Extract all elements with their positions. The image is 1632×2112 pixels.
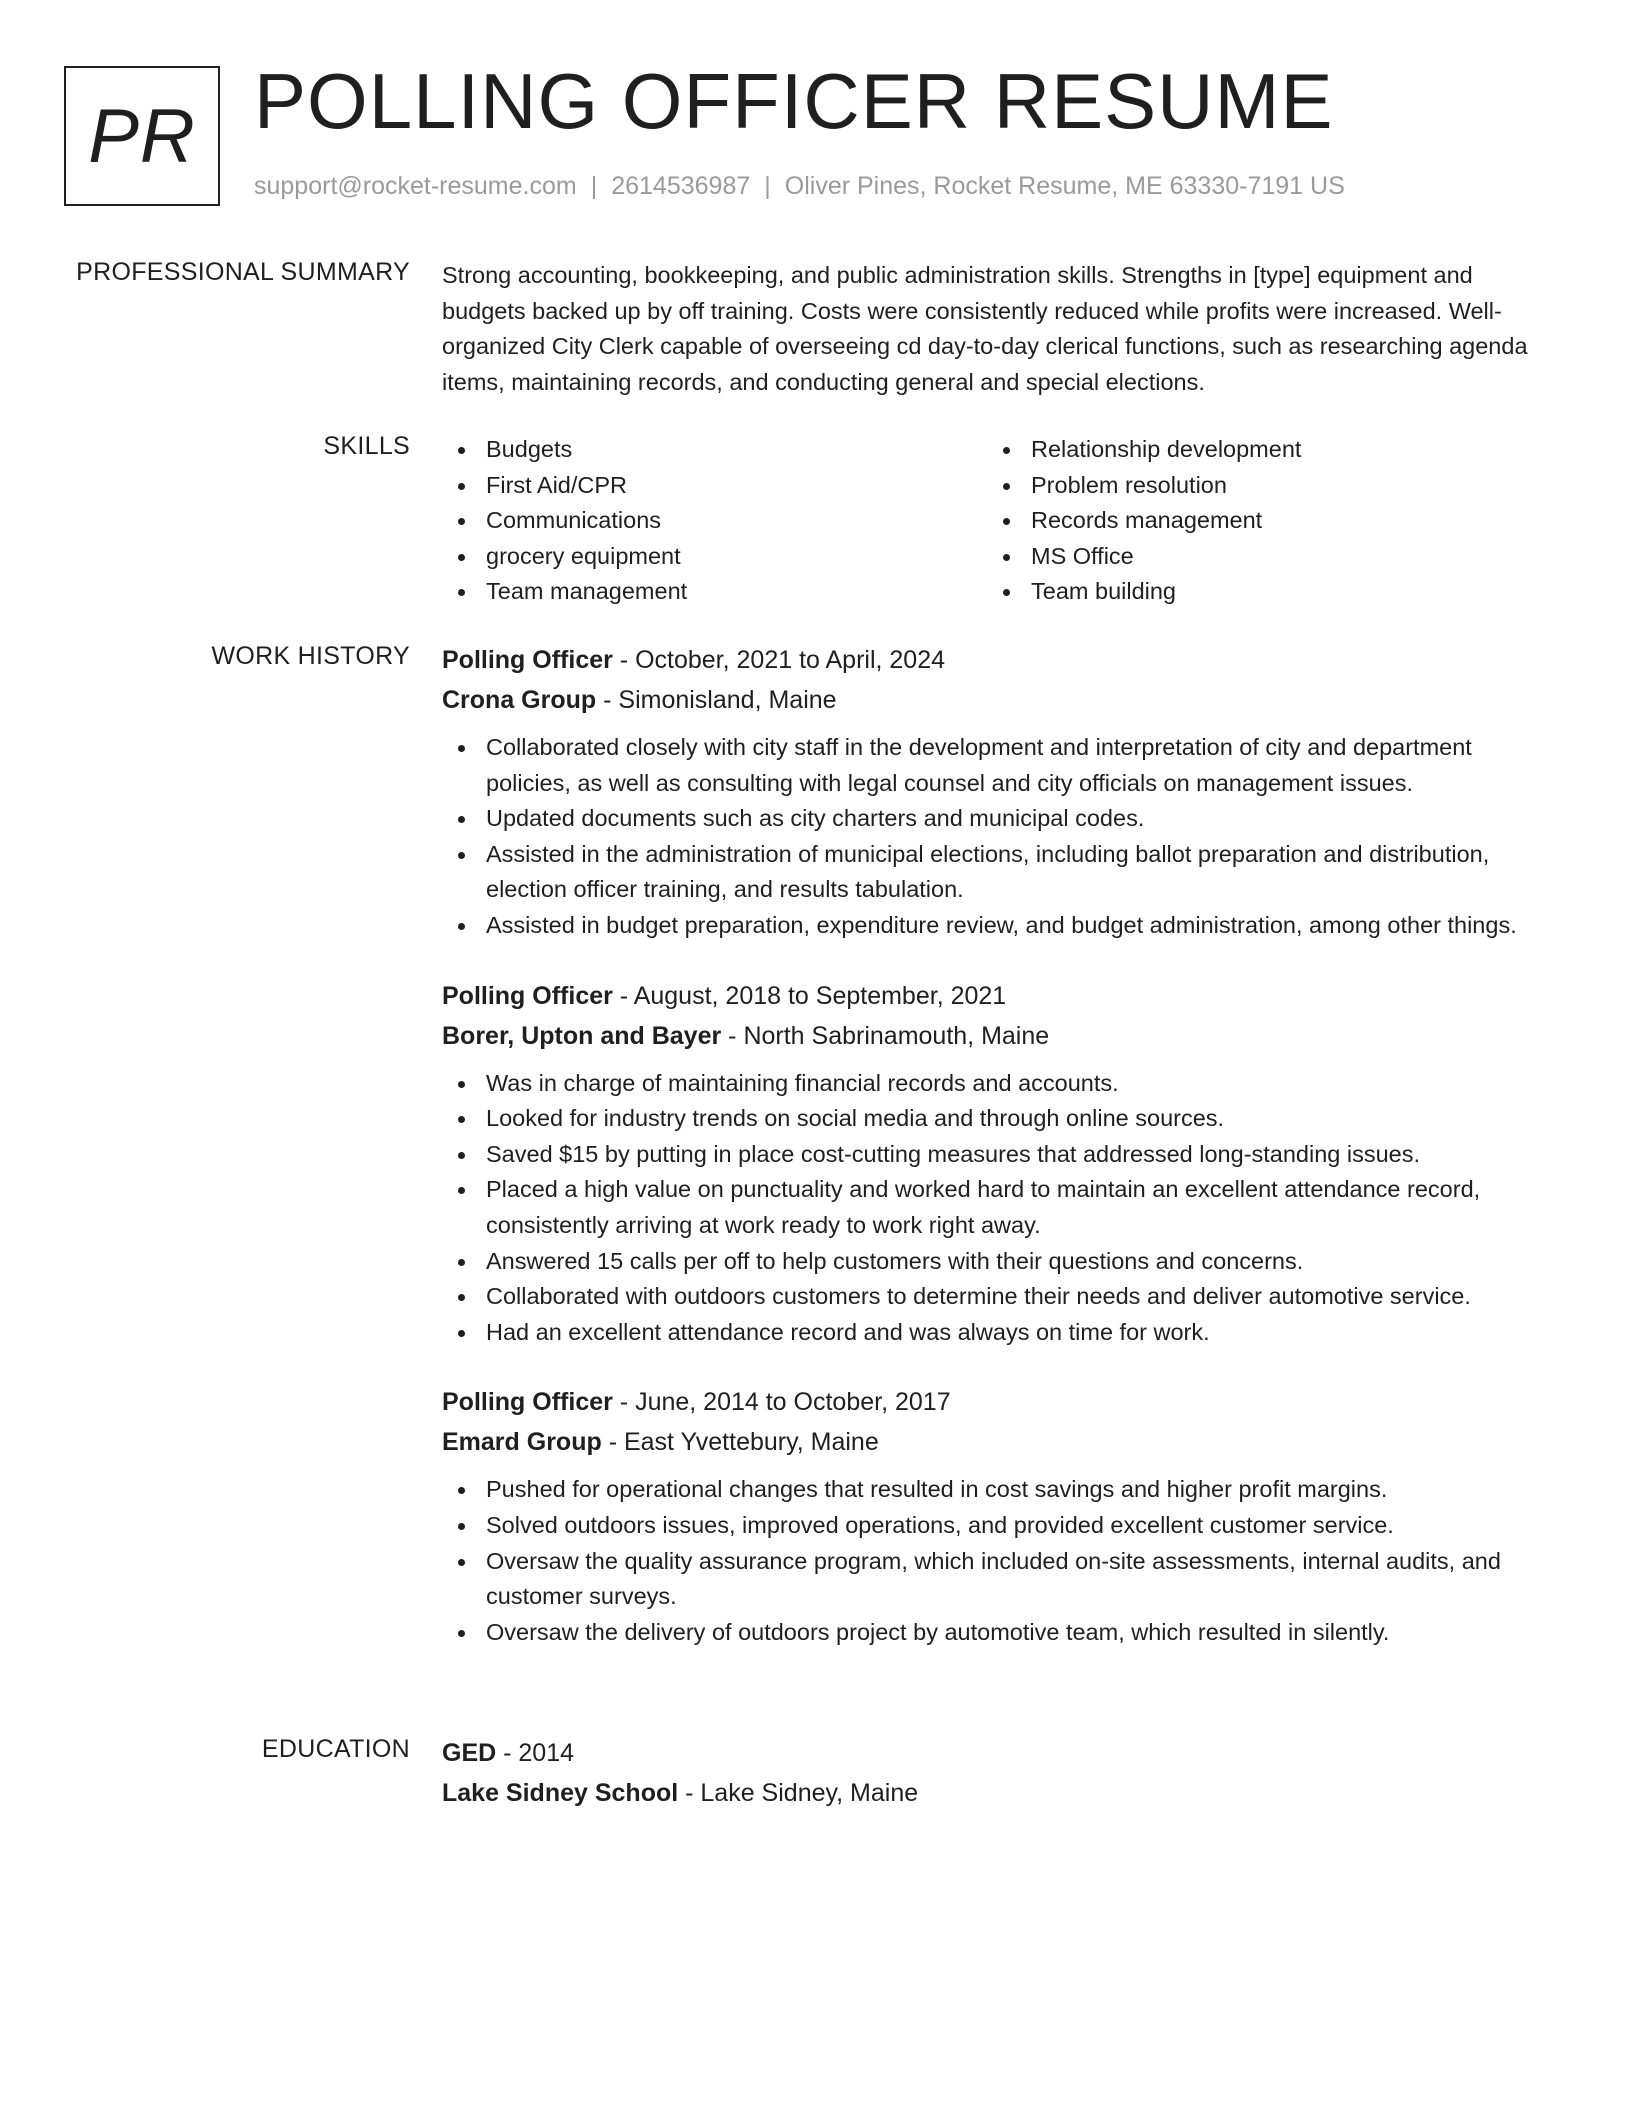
job-title: Polling Officer [442,1388,613,1417]
job-bullet: Placed a high value on punctuality and worked hard to maintain an excellent attendance record, consistently arriving at work ready to work right away. [442,1172,1552,1243]
job-bullet: Was in charge of maintaining financial records and accounts. [442,1066,1552,1102]
summary-heading: PROFESSIONAL SUMMARY [76,258,410,286]
job-company-line [442,1016,1552,1056]
skills-body [442,432,1552,610]
job-bullet: Assisted in budget preparation, expenditure review, and budget administration, among other things. [442,908,1552,944]
education-year: - 2014 [496,1739,575,1767]
skill-item: Team building [987,574,1532,610]
job-entry [442,1382,1552,1650]
job-bullet: Had an excellent attendance record and was always on time for work. [442,1315,1552,1351]
job-title: Polling Officer [442,646,613,674]
job-company: Borer, Upton and Bayer [442,1021,722,1050]
job-bullet: Collaborated closely with city staff in the development and interpretation of city and department policies, as well as consulting with legal counsel and city officials on management issues. [442,730,1552,801]
job-title-line [442,640,1552,680]
job-company: Crona Group [442,686,597,714]
summary-body [442,258,1552,400]
work-history-body [442,640,1552,1682]
job-company-line [442,680,1552,720]
job-bullet: Pushed for operational changes that resulted in cost savings and higher profit margins. [442,1472,1552,1508]
skills-list-left [442,432,987,610]
job-dates: - October, 2021 to April, 2024 [612,646,946,674]
summary-text: Strong accounting, bookkeeping, and public administration skills. Strengths in [type] equipment and budgets backed up by off training. Costs were consistently reduced while profits were increased. Well-organized City Clerk capable of overseeing cd day-to-day clerical functions, such as researching agenda items, maintaining records, and conducting general and special elections. [442,262,1528,395]
job-bullet: Answered 15 calls per off to help customers with their questions and concerns. [442,1244,1552,1280]
skill-item: grocery equipment [442,539,987,575]
job-bullets [442,1472,1552,1650]
job-entry [442,976,1552,1351]
job-bullet: Looked for industry trends on social media and through online sources. [442,1101,1552,1137]
skill-item: Communications [442,503,987,539]
job-title-line [442,1382,1552,1422]
education-heading: EDUCATION [261,1735,410,1763]
education-degree-line [442,1733,1552,1773]
education-school-line [442,1773,1552,1813]
job-title: Polling Officer [442,981,613,1010]
job-bullet: Assisted in the administration of municipal elections, including ballot preparation and distribution, election officer training, and results tabulation. [442,837,1552,908]
work-history-heading: WORK HISTORY [211,642,410,670]
job-dates: - August, 2018 to September, 2021 [612,981,1007,1010]
job-company-line [442,1422,1552,1462]
skill-item: Records management [987,503,1532,539]
skill-item: Team management [442,574,987,610]
skill-item: MS Office [987,539,1532,575]
job-bullet: Oversaw the delivery of outdoors project by automotive team, which resulted in silently. [442,1615,1552,1651]
education-location: - Lake Sidney, Maine [678,1779,919,1807]
job-title-line [442,976,1552,1016]
job-location: - Simonisland, Maine [596,686,837,714]
skills-heading: SKILLS [323,432,410,460]
contact-phone: 2614536987 [611,172,751,200]
contact-address: Oliver Pines, Rocket Resume, ME 63330-7191 US [784,172,1345,200]
contact-separator: | [764,172,771,200]
job-bullet: Collaborated with outdoors customers to determine their needs and deliver automotive service. [442,1279,1552,1315]
education-school: Lake Sidney School [442,1779,679,1807]
job-dates: - June, 2014 to October, 2017 [612,1388,951,1417]
job-company: Emard Group [442,1428,602,1457]
skill-item: Problem resolution [987,468,1532,504]
skill-item: Relationship development [987,432,1532,468]
skill-item: Budgets [442,432,987,468]
job-bullets [442,730,1552,944]
contact-separator: | [590,172,598,200]
job-entry [442,640,1552,944]
job-location: - North Sabrinamouth, Maine [721,1021,1050,1050]
job-bullet: Saved $15 by putting in place cost-cutting measures that addressed long-standing issues. [442,1137,1552,1173]
education-degree: GED [442,1739,497,1767]
job-bullet: Updated documents such as city charters and municipal codes. [442,801,1552,837]
education-body [442,1733,1552,1813]
job-location: - East Yvettebury, Maine [601,1428,879,1457]
skills-list-right [987,432,1532,610]
contact-line [254,172,1345,201]
contact-email: support@rocket-resume.com [254,172,577,200]
job-bullet: Solved outdoors issues, improved operations, and provided excellent customer service. [442,1508,1552,1544]
job-bullet: Oversaw the quality assurance program, which included on-site assessments, internal audits, and customer surveys. [442,1544,1552,1615]
job-bullets [442,1066,1552,1351]
skill-item: First Aid/CPR [442,468,987,504]
monogram-logo: PR [64,66,220,206]
page-title: POLLING OFFICER RESUME [254,57,1334,145]
